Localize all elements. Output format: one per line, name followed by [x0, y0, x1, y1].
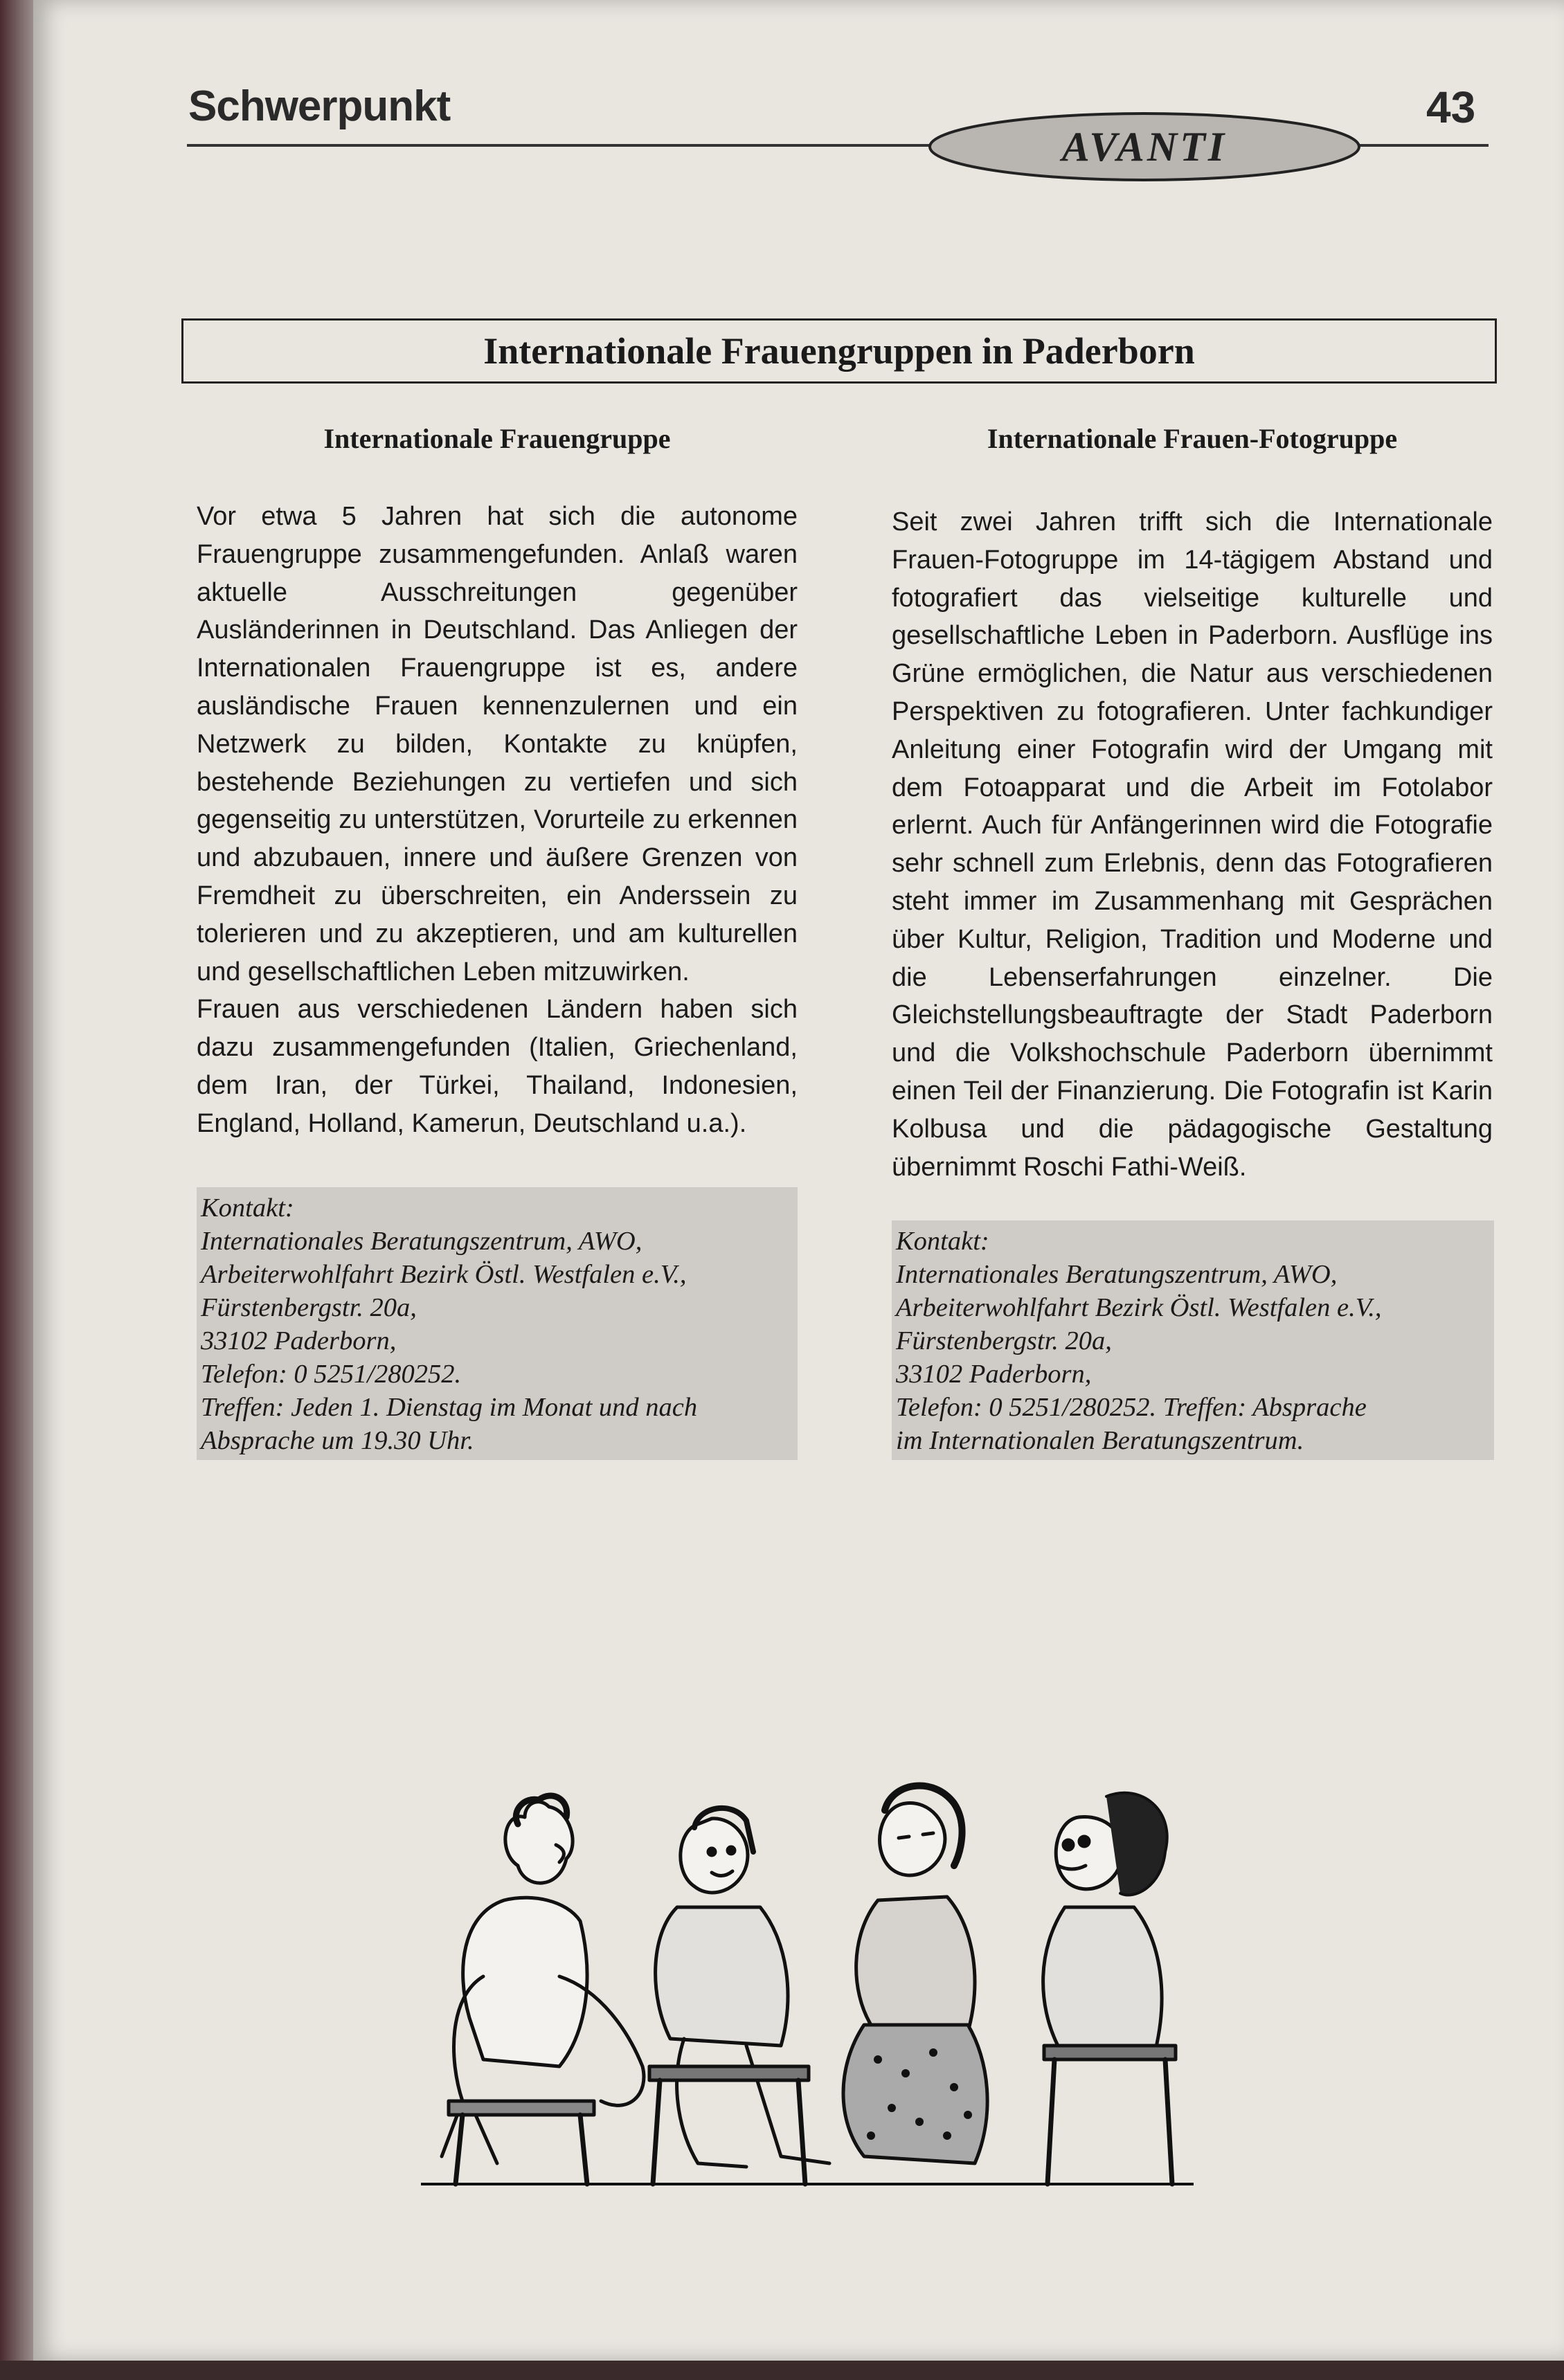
cartoon-icon — [421, 1769, 1194, 2188]
logo-text: AVANTI — [1061, 123, 1228, 170]
contact-line: 33102 Paderborn, — [896, 1360, 1092, 1389]
contact-line: Arbeiterwohlfahrt Bezirk Östl. Westfalen e.V., — [201, 1259, 687, 1289]
avanti-logo — [926, 111, 1363, 183]
left-paragraph-1: Vor etwa 5 Jahren hat sich die autonome Frauengruppe zusammengefunden. Anlaß waren aktuelle Ausschreitungen gegenüber Ausländerinnen in Deutschland. Das Anliegen der Internationalen Frauengruppe ist es, andere ausländische Frauen kennenzulernen und ein Netzwerk zu bilden, Kontakte zu knüpfen, bestehende Beziehungen zu vertiefen und sich gegenseitig zu unterstützen, Vorurteile zu erkennen und abzubauen, innere und äußere Grenzen von Fremdheit zu überschreiten, ein Anderssein zu tolerieren und zu akzeptieren, und am kulturellen und gesellschaftlichen Leben mitzuwirken. — [197, 502, 798, 986]
left-contact-box — [197, 1187, 798, 1460]
contact-line: Arbeiterwohlfahrt Bezirk Östl. Westfalen e.V., — [896, 1293, 1382, 1323]
contact-line: 33102 Paderborn, — [201, 1326, 397, 1355]
contact-line: Fürstenbergstr. 20a, — [201, 1292, 417, 1322]
contact-line: Fürstenbergstr. 20a, — [896, 1326, 1112, 1356]
left-paragraph-2: Frauen aus verschiedenen Ländern haben sich dazu zusammengefunden (Italien, Griechenland, dem Iran, der Türkei, Thailand, Indonesien, England, Holland, Kamerun, Deutschland u.a.). — [197, 995, 798, 1138]
right-paragraph-1: Seit zwei Jahren trifft sich die Internationale Frauen-Fotogruppe im 14-tägigem Abstand und fotografiert das vielseitige kulturelle und gesellschaftliche Leben in Paderborn. Ausflüge ins Grüne ermöglichen, die Natur aus verschiedenen Perspektiven zu fotografieren. Unter fachkundiger Anleitung einer Fotografin wird der Umgang mit dem Fotoapparat und die Arbeit im Fotolabor erlernt. Auch für Anfängerinnen wird die Fotografie sehr schnell zum Erlebnis, denn das Fotografieren steht immer im Zusammenhang mit Gesprächen über Kultur, Religion, Tradition und Moderne und die Lebenserfahrungen einzelner. Die Gleichstellungsbeauftragte der Stadt Paderborn und die Volkshochschule Paderborn übernimmt einen Teil der Finanzierung. Die Fotografin ist Karin Kolbusa und die pädagogische Gestaltung übernimmt Roschi Fathi-Weiß. — [892, 507, 1493, 1182]
left-column-heading: Internationale Frauengruppe — [323, 423, 671, 454]
left-column — [197, 422, 798, 1460]
page-bottom-edge — [0, 2361, 1564, 2380]
contact-line: Absprache um 19.30 Uhr. — [201, 1425, 474, 1455]
contact-line: im Internationalen Beratungszentrum. — [896, 1426, 1304, 1456]
contact-line: Telefon: 0 5251/280252. — [201, 1359, 462, 1389]
contact-line: Kontakt: — [201, 1193, 294, 1223]
contact-line: Treffen: Jeden 1. Dienstag im Monat und nach — [201, 1392, 698, 1422]
right-column-heading: Internationale Frauen-Fotogruppe — [987, 423, 1398, 454]
contact-line: Internationales Beratungszentrum, AWO, — [896, 1260, 1338, 1290]
contact-line: Internationales Beratungszentrum, AWO, — [201, 1226, 642, 1256]
right-contact-box — [892, 1220, 1494, 1460]
contact-line: Telefon: 0 5251/280252. Treffen: Absprache — [896, 1393, 1367, 1423]
right-column — [892, 422, 1493, 1460]
article-title: Internationale Frauengruppen in Paderborn — [181, 318, 1497, 384]
book-spine — [0, 0, 33, 2380]
contact-line: Kontakt: — [896, 1227, 989, 1256]
women-cartoon-illustration — [421, 1769, 1194, 2188]
section-title: Schwerpunkt — [188, 82, 451, 130]
page-number: 43 — [1426, 82, 1476, 132]
